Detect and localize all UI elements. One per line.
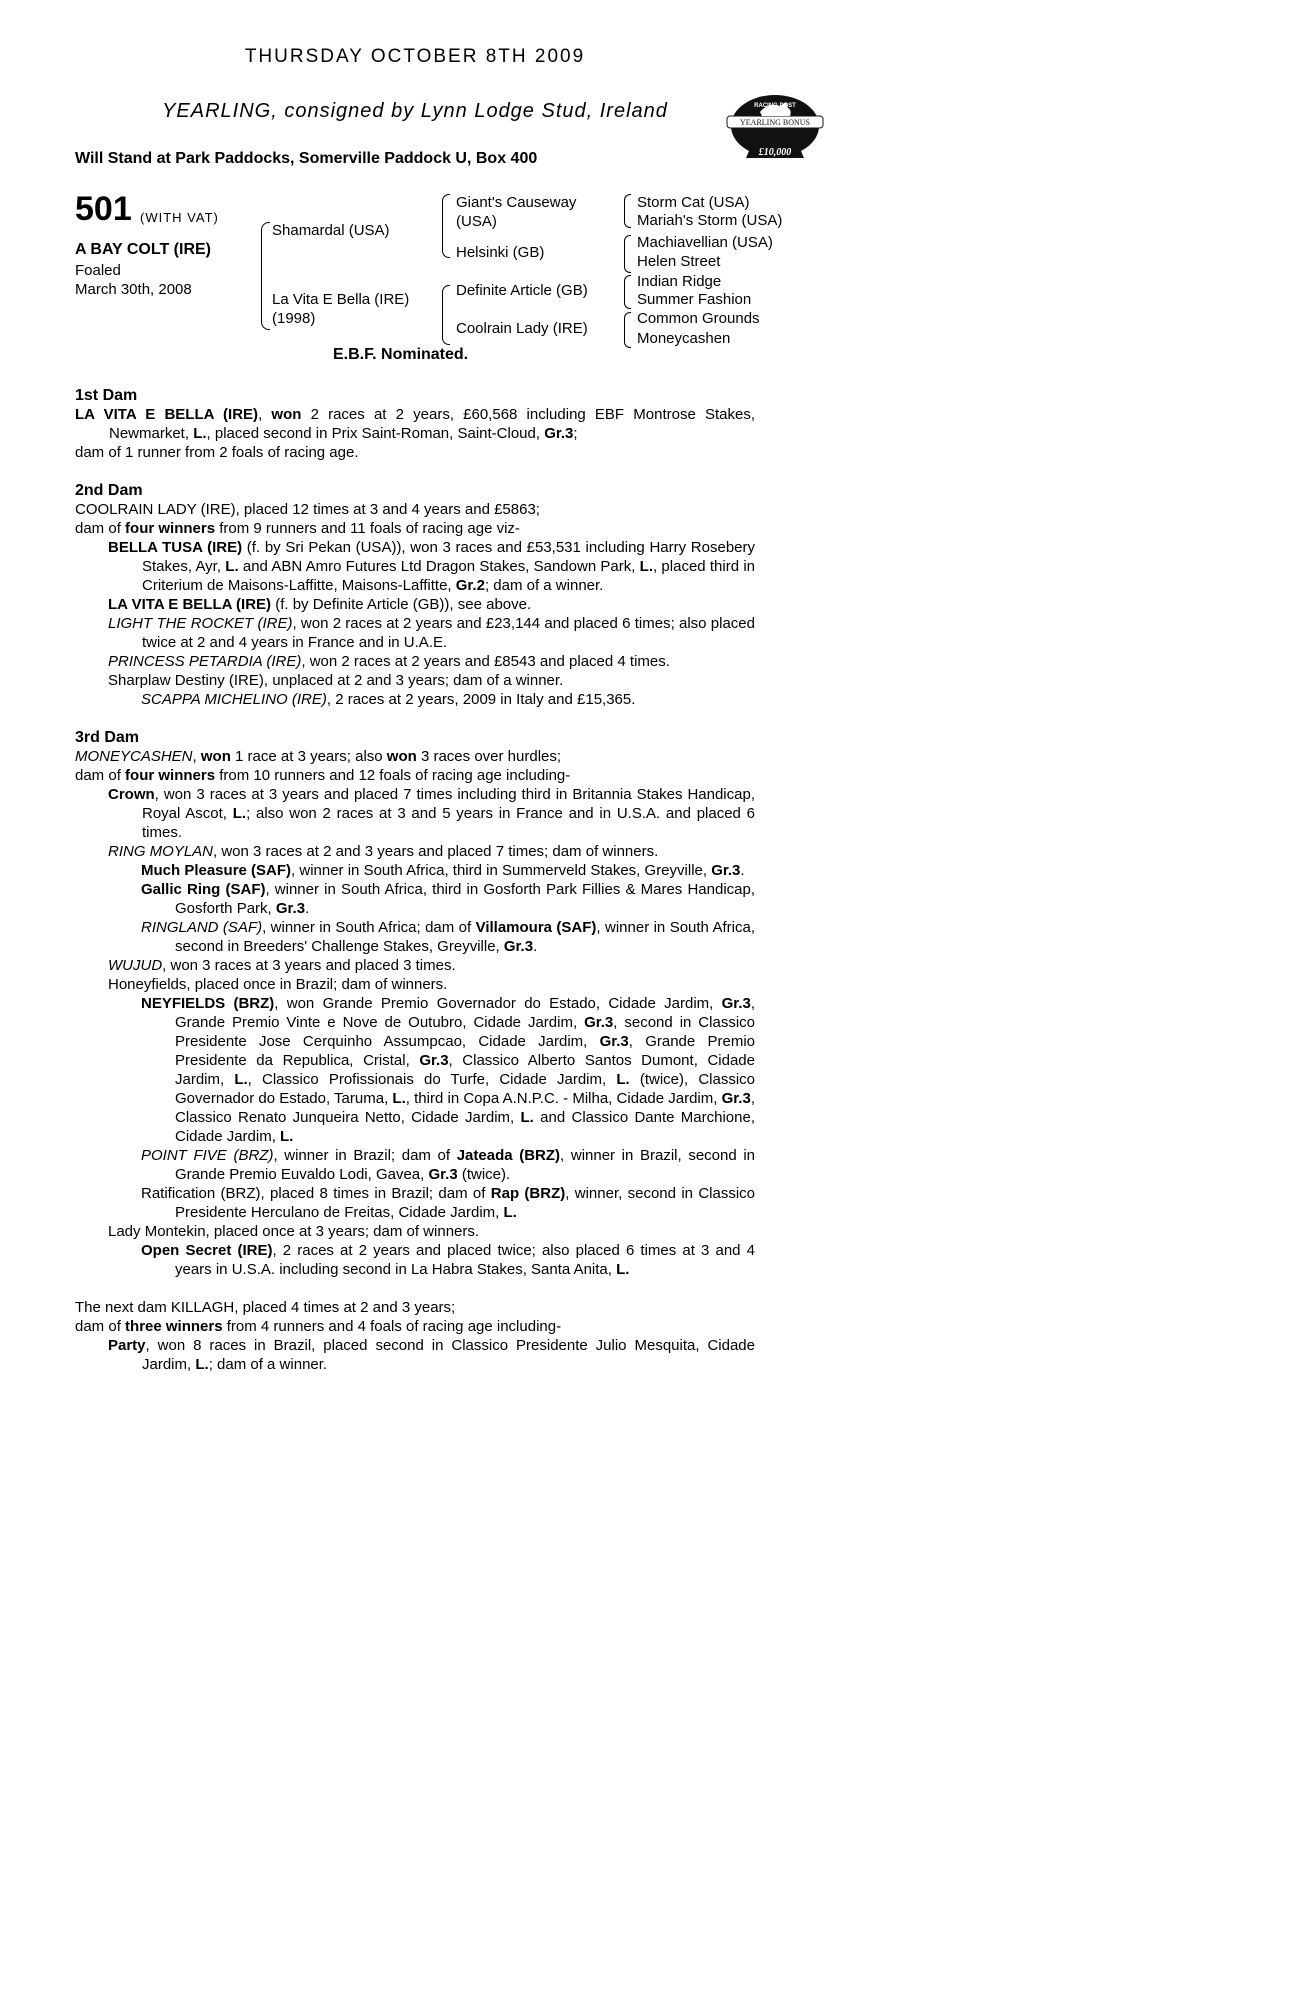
dam-sire-dam: Summer Fashion (637, 291, 752, 308)
consignor-line: YEARLING, consigned by Lynn Lodge Stud, Ireland (162, 100, 668, 122)
next-dam-produce: dam of three winners from 4 runners and 4 foals of racing age including- (75, 1318, 562, 1335)
produce-scappa-michelino: SCAPPA MICHELINO (IRE), 2 races at 2 years, 2009 in Italy and £15,365. (141, 691, 636, 708)
third-dam-heading: 3rd Dam (75, 729, 140, 746)
produce-party: Party, won 8 races in Brazil, placed second in Classico Presidente Julio Mesquita, Cidade Jardim, L.; dam of a winner. (108, 1337, 755, 1373)
third-dam-produce: dam of four winners from 10 runners and 12 foals of racing age including- (75, 767, 571, 784)
first-dam-won: won (271, 406, 302, 423)
badge-line1: RACING POST (754, 103, 796, 109)
produce-ring-moylan: RING MOYLAN, won 3 races at 2 and 3 years and placed 7 times; dam of winners. (108, 843, 659, 860)
produce-neyfields: NEYFIELDS (BRZ), won Grande Premio Governador do Estado, Cidade Jardim, Gr.3, Grande Premio Vinte e Nove de Outubro, Cidade Jardim, Gr.3, second in Classico Presidente Jose Cerquinho Assumpcao, Cidade Jardim, Gr.3, Grande Premio Presidente da Republica, Cristal, Gr.3, Classico Alberto Santos Dumont, Cidade Jardim, L., Classico Profissionais do Turfe, Cidade Jardim, L. (twice), Classico Governador do Estado, Taruma, L., third in Copa A.N.P.C. - Milha, Cidade Jardim, Gr.3, Classico Renato Junqueira Netto, Cidade Jardim, L. and Classico Dante Marchione, Cidade Jardim, L. (141, 995, 756, 1145)
foaled-date: March 30th, 2008 (75, 281, 192, 298)
dam-name: La Vita E Bella (IRE) (272, 291, 410, 308)
stand-location: Will Stand at Park Paddocks, Somerville Paddock U, Box 400 (75, 150, 538, 167)
second-dam-heading: 2nd Dam (75, 482, 143, 499)
produce-open-secret: Open Secret (IRE), 2 races at 2 years and placed twice; also placed 6 times at 3 and 4 years in U.S.A. including second in La Habra Stakes, Santa Anita, L. (141, 1242, 756, 1278)
foaled-label: Foaled (75, 262, 121, 279)
produce-light-the-rocket: LIGHT THE ROCKET (IRE), won 2 races at 2 years and £23,144 and placed 6 times; also placed twice at 2 and 4 years in France and in U.A.E. (108, 615, 755, 651)
produce-bella-tusa: BELLA TUSA (IRE) (f. by Sri Pekan (USA)), won 3 races and £53,531 including Harry Rosebery Stakes, Ayr, L. and ABN Amro Futures Ltd Dragon Stakes, Sandown Park, L., placed third in Criterium de Maisons-Laffitte, Maisons-Laffitte, Gr.2; dam of a winner. (108, 539, 756, 594)
first-dam-listed: L. (193, 425, 207, 442)
second-dam-produce: dam of four winners from 9 runners and 11 foals of racing age viz- (75, 520, 520, 537)
pedigree-bracket-sire (442, 194, 450, 258)
produce-wujud: WUJUD, won 3 races at 3 years and placed 3 times. (108, 957, 456, 974)
dam-dam-sire: Common Grounds (637, 310, 760, 327)
produce-sharplaw-destiny: Sharplaw Destiny (IRE), unplaced at 2 and 3 years; dam of a winner. (108, 672, 564, 689)
sire-sire-sire: Storm Cat (USA) (637, 194, 750, 211)
next-dam-record: The next dam KILLAGH, placed 4 times at 2 and 3 years; (75, 1299, 456, 1316)
first-dam-text2: , placed second in Prix Saint-Roman, Saint-Cloud, (206, 425, 545, 442)
produce-crown: Crown, won 3 races at 3 years and placed 7 times including third in Britannia Stakes Handicap, Royal Ascot, L.; also won 2 races at 3 and 5 years in France and in U.S.A. and placed 6 times. (108, 786, 755, 841)
dam-sire: Definite Article (GB) (456, 282, 588, 299)
sire-sire-line2: (USA) (456, 213, 497, 230)
dam-year: (1998) (272, 310, 316, 327)
produce-princess-petardia: PRINCESS PETARDIA (IRE), won 2 races at 2 years and £8543 and placed 4 times. (108, 653, 670, 670)
pedigree-bracket-dd (624, 312, 631, 348)
first-dam-group: Gr.3 (544, 425, 574, 442)
vat-note: (WITH VAT) (140, 210, 219, 225)
catalogue-body (75, 386, 755, 1374)
produce-gallic-ring: Gallic Ring (SAF), winner in South Africa, third in Gosforth Park Fillies & Mares Handicap, Gosforth Park, Gr.3. (141, 881, 755, 917)
first-dam-record: LA VITA E BELLA (IRE), won 2 races at 2 years, £60,568 including EBF Montrose Stakes, Newmarket, L., placed second in Prix Saint-Roman, Saint-Cloud, Gr.3; (75, 406, 755, 442)
third-dam-record: MONEYCASHEN, won 1 race at 3 years; also won 3 races over hurdles; (75, 748, 562, 765)
produce-ratification: Ratification (BRZ), placed 8 times in Brazil; dam of Rap (BRZ), winner, second in Classico Presidente Herculano de Freitas, Cidade Jardim, L. (141, 1185, 756, 1221)
first-dam-text1: 2 races at 2 years, £60,568 including EBF Montrose Stakes, Newmarket, (109, 406, 755, 442)
foaled-info (75, 261, 192, 299)
pedigree-bracket-main (261, 222, 270, 330)
first-dam-text3: ; (573, 425, 578, 442)
horse-name: A BAY COLT (IRE) (75, 241, 212, 258)
produce-lady-montekin: Lady Montekin, placed once at 3 years; dam of winners. (108, 1223, 480, 1240)
yearling-bonus-badge (720, 92, 830, 170)
sire-dam-sire: Machiavellian (USA) (637, 234, 773, 251)
ebf-nominated: E.B.F. Nominated. (333, 346, 469, 363)
sire-dam: Helsinki (GB) (456, 244, 545, 261)
sire-dam-dam: Helen Street (637, 253, 721, 270)
dam-sire-sire: Indian Ridge (637, 273, 722, 290)
produce-point-five: POINT FIVE (BRZ), winner in Brazil; dam of Jateada (BRZ), winner in Brazil, second in Grande Premio Euvaldo Lodi, Gavea, Gr.3 (twice). (141, 1147, 756, 1183)
produce-ringland: RINGLAND (SAF), winner in South Africa; dam of Villamoura (SAF), winner in South Africa, second in Breeders' Challenge Stakes, Greyville, Gr.3. (141, 919, 755, 955)
badge-amount: £10,000 (758, 147, 792, 158)
sire: Shamardal (USA) (272, 222, 390, 239)
pedigree-bracket-ss (624, 194, 631, 228)
sire-sire-dam: Mariah's Storm (USA) (637, 212, 783, 229)
badge-emblem-icon (720, 92, 830, 170)
sire-sire-line1: Giant's Causeway (456, 194, 577, 211)
first-dam-heading: 1st Dam (75, 387, 138, 404)
pedigree-bracket-dam (442, 285, 450, 345)
lot-number: 501 (75, 190, 132, 228)
pedigree-bracket-ds (624, 275, 631, 309)
second-dam-record: COOLRAIN LADY (IRE), placed 12 times at 3 and 4 years and £5863; (75, 501, 540, 518)
produce-honeyfields: Honeyfields, placed once in Brazil; dam of winners. (108, 976, 448, 993)
first-dam-produce: dam of 1 runner from 2 foals of racing age. (75, 444, 359, 461)
dam-dam: Coolrain Lady (IRE) (456, 320, 588, 337)
pedigree-bracket-sd (624, 235, 631, 273)
badge-line2: YEARLING BONUS (740, 118, 810, 127)
produce-much-pleasure: Much Pleasure (SAF), winner in South Africa, third in Summerveld Stakes, Greyville, Gr.3. (141, 862, 745, 879)
produce-la-vita-e-bella: LA VITA E BELLA (IRE) (f. by Definite Article (GB)), see above. (108, 596, 532, 613)
first-dam-name: LA VITA E BELLA (IRE) (75, 406, 259, 423)
dam-dam-dam: Moneycashen (637, 330, 731, 347)
sale-date: THURSDAY OCTOBER 8TH 2009 (244, 46, 586, 67)
